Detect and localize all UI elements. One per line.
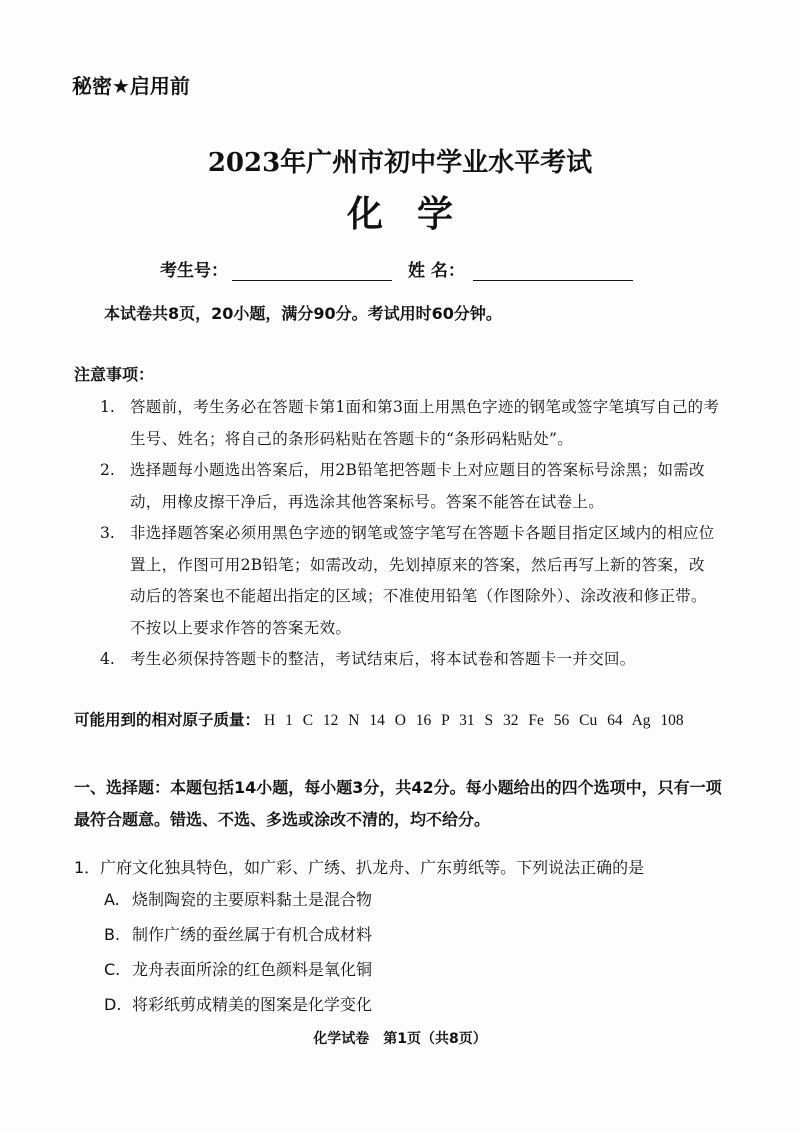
exam-number-label: 考生号：	[160, 261, 228, 281]
notice-number: 2.	[100, 461, 115, 479]
option-letter: B.	[104, 925, 121, 944]
notice-text: 考生必须保持答题卡的整洁，考试结束后，将本试卷和答题卡一并交回。	[130, 650, 636, 668]
question-stem: 1．广府文化独具特色，如广彩、广绣、扒龙舟、广东剪纸等。下列说法正确的是	[74, 858, 645, 877]
exam-intro: 本试卷共8页，20小题，满分90分。考试用时60分钟。	[104, 304, 502, 323]
exam-title: 2023年广州市初中学业水平考试	[207, 148, 593, 178]
notice-title: 注意事项：	[74, 365, 155, 384]
option-text: 制作广绣的蚕丝属于有机合成材料	[132, 925, 373, 944]
subject-title: 化学	[346, 193, 487, 235]
atomic-mass-values: H 1 C 12 N 14 O 16 P 31 S 32 Fe 56 Cu 64 Ag 108	[264, 712, 684, 729]
option-b[interactable]	[104, 921, 372, 956]
option-letter: C.	[104, 960, 121, 979]
atomic-mass-label: 可能用到的相对原子质量：	[74, 711, 261, 729]
atomic-mass-line	[74, 708, 684, 730]
notice-item	[100, 392, 720, 455]
notice-number: 3.	[100, 524, 115, 542]
candidate-fields	[160, 256, 633, 281]
notice-item	[100, 518, 720, 644]
notice-list	[100, 392, 720, 676]
confidential-label: 秘密★启用前	[72, 74, 190, 98]
notice-item	[100, 644, 720, 676]
option-c[interactable]	[104, 956, 372, 991]
option-letter: D.	[104, 995, 122, 1014]
name-blank[interactable]	[473, 262, 633, 281]
exam-number-blank[interactable]	[232, 262, 392, 281]
option-d[interactable]	[104, 991, 372, 1026]
question-options	[104, 886, 372, 1026]
notice-number: 1.	[100, 398, 115, 416]
notice-item	[100, 455, 720, 518]
option-text: 烧制陶瓷的主要原料黏土是混合物	[132, 890, 373, 909]
name-label: 姓 名：	[408, 261, 465, 281]
option-a[interactable]	[104, 886, 372, 921]
notice-text: 选择题每小题选出答案后，用2B铅笔把答题卡上对应题目的答案标号涂黑；如需改动，用橡皮擦干净后，再选涂其他答案标号。答案不能答在试卷上。	[130, 461, 705, 511]
notice-text: 非选择题答案必须用黑色字迹的钢笔或签字笔写在答题卡各题目指定区域内的相应位置上，作图可用2B铅笔；如需改动，先划掉原来的答案，然后再写上新的答案，改动后的答案也不能超出指定的区域；不准使用铅笔（作图除外）、涂改液和修正带。不按以上要求作答的答案无效。	[130, 524, 715, 637]
option-text: 龙舟表面所涂的红色颜料是氧化铜	[132, 960, 373, 979]
option-letter: A.	[104, 890, 120, 909]
notice-text: 答题前，考生务必在答题卡第1面和第3面上用黑色字迹的钢笔或签字笔填写自己的考生号、姓名；将自己的条形码粘贴在答题卡的“条形码粘贴处”。	[130, 398, 720, 448]
section-heading: 一、选择题：本题包括14小题，每小题3分，共42分。每小题给出的四个选项中，只有一项最符合题意。错选、不选、多选或涂改不清的，均不给分。	[74, 778, 722, 829]
notice-number: 4.	[100, 650, 115, 668]
page-footer: 化学试卷 第1页（共8页）	[313, 1031, 487, 1047]
option-text: 将彩纸剪成精美的图案是化学变化	[132, 995, 373, 1014]
